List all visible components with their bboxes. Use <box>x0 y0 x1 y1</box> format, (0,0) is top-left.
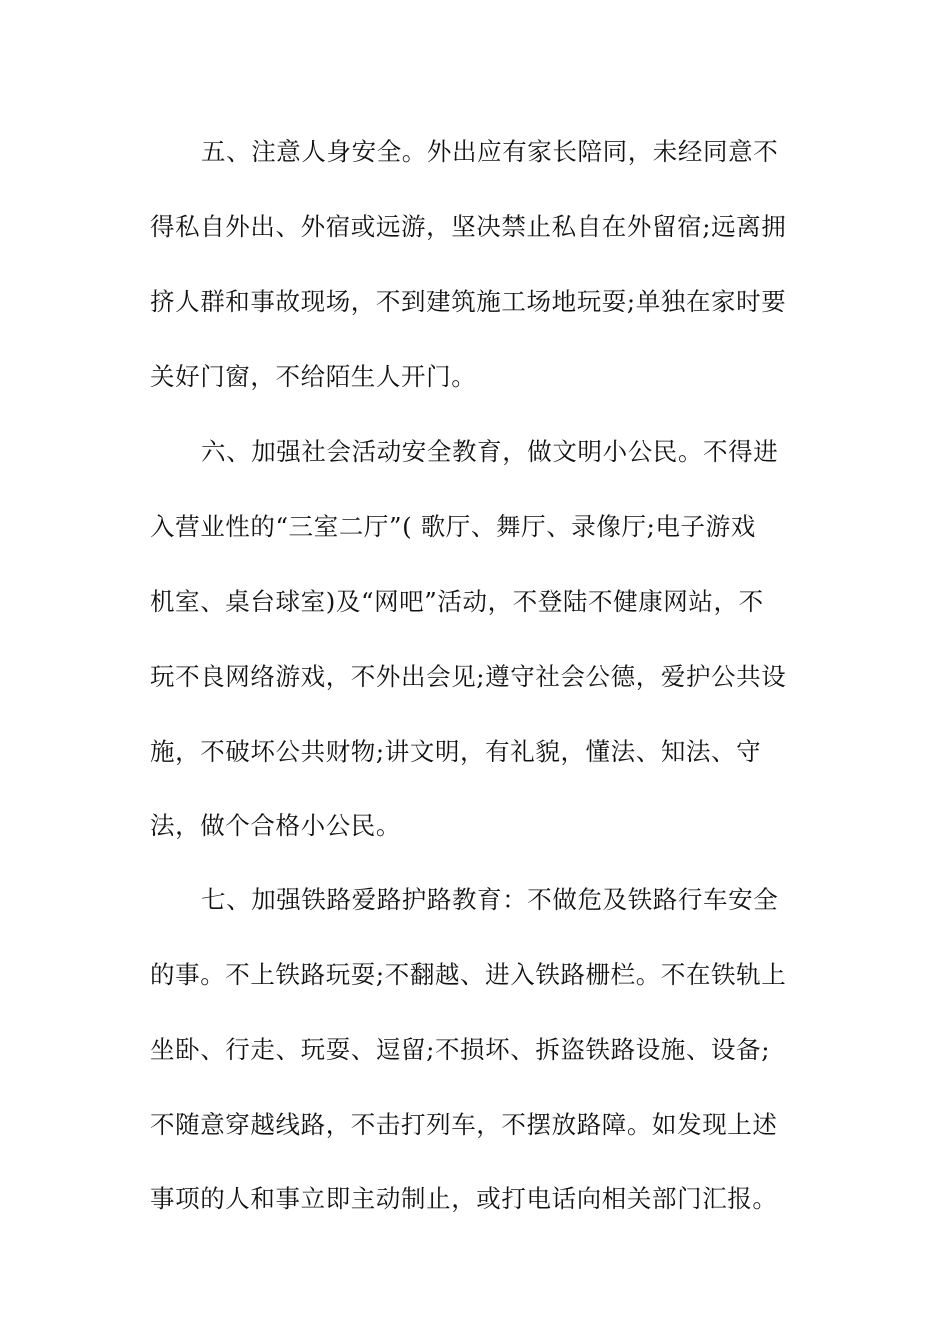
paragraph-6-line-1: 六、加强社会活动安全教育，做文明小公民。不得进 <box>201 437 779 466</box>
paragraph-5-line-4: 关好门窗，不给陌生人开门。 <box>150 362 477 391</box>
paragraph-5-line-1: 五、注意人身安全。外出应有家长陪同，未经同意不 <box>201 137 779 166</box>
paragraph-6-line-3: 机室、桌台球室)及“网吧”活动，不登陆不健康网站，不 <box>150 587 764 616</box>
paragraph-6-line-4: 玩不良网络游戏，不外出会见;遵守社会公德，爱护公共设 <box>150 662 787 691</box>
paragraph-6-line-2: 入营业性的“三室二厅”( 歌厅、舞厅、录像厅;电子游戏 <box>150 512 756 541</box>
paragraph-7-line-1: 七、加强铁路爱路护路教育：不做危及铁路行车安全 <box>201 885 779 914</box>
paragraph-7-line-3: 坐卧、行走、玩耍、逗留;不损坏、拆盗铁路设施、设备; <box>150 1035 771 1064</box>
paragraph-5-line-3: 挤人群和事故现场，不到建筑施工场地玩耍;单独在家时要 <box>150 287 787 316</box>
paragraph-7-line-5: 事项的人和事立即主动制止，或打电话向相关部门汇报。 <box>150 1184 778 1213</box>
paragraph-7-line-2: 的事。不上铁路玩耍;不翻越、进入铁路栅栏。不在铁轨上 <box>150 960 787 989</box>
paragraph-6-line-5: 施，不破坏公共财物;讲文明，有礼貌，懂法、知法、守 <box>150 737 762 766</box>
paragraph-5-line-2: 得私自外出、外宿或远游，坚决禁止私自在外留宿;远离拥 <box>150 212 787 241</box>
paragraph-6-line-6: 法，做个合格小公民。 <box>150 811 401 840</box>
paragraph-7-line-4: 不随意穿越线路，不击打列车，不摆放路障。如发现上述 <box>150 1110 778 1139</box>
